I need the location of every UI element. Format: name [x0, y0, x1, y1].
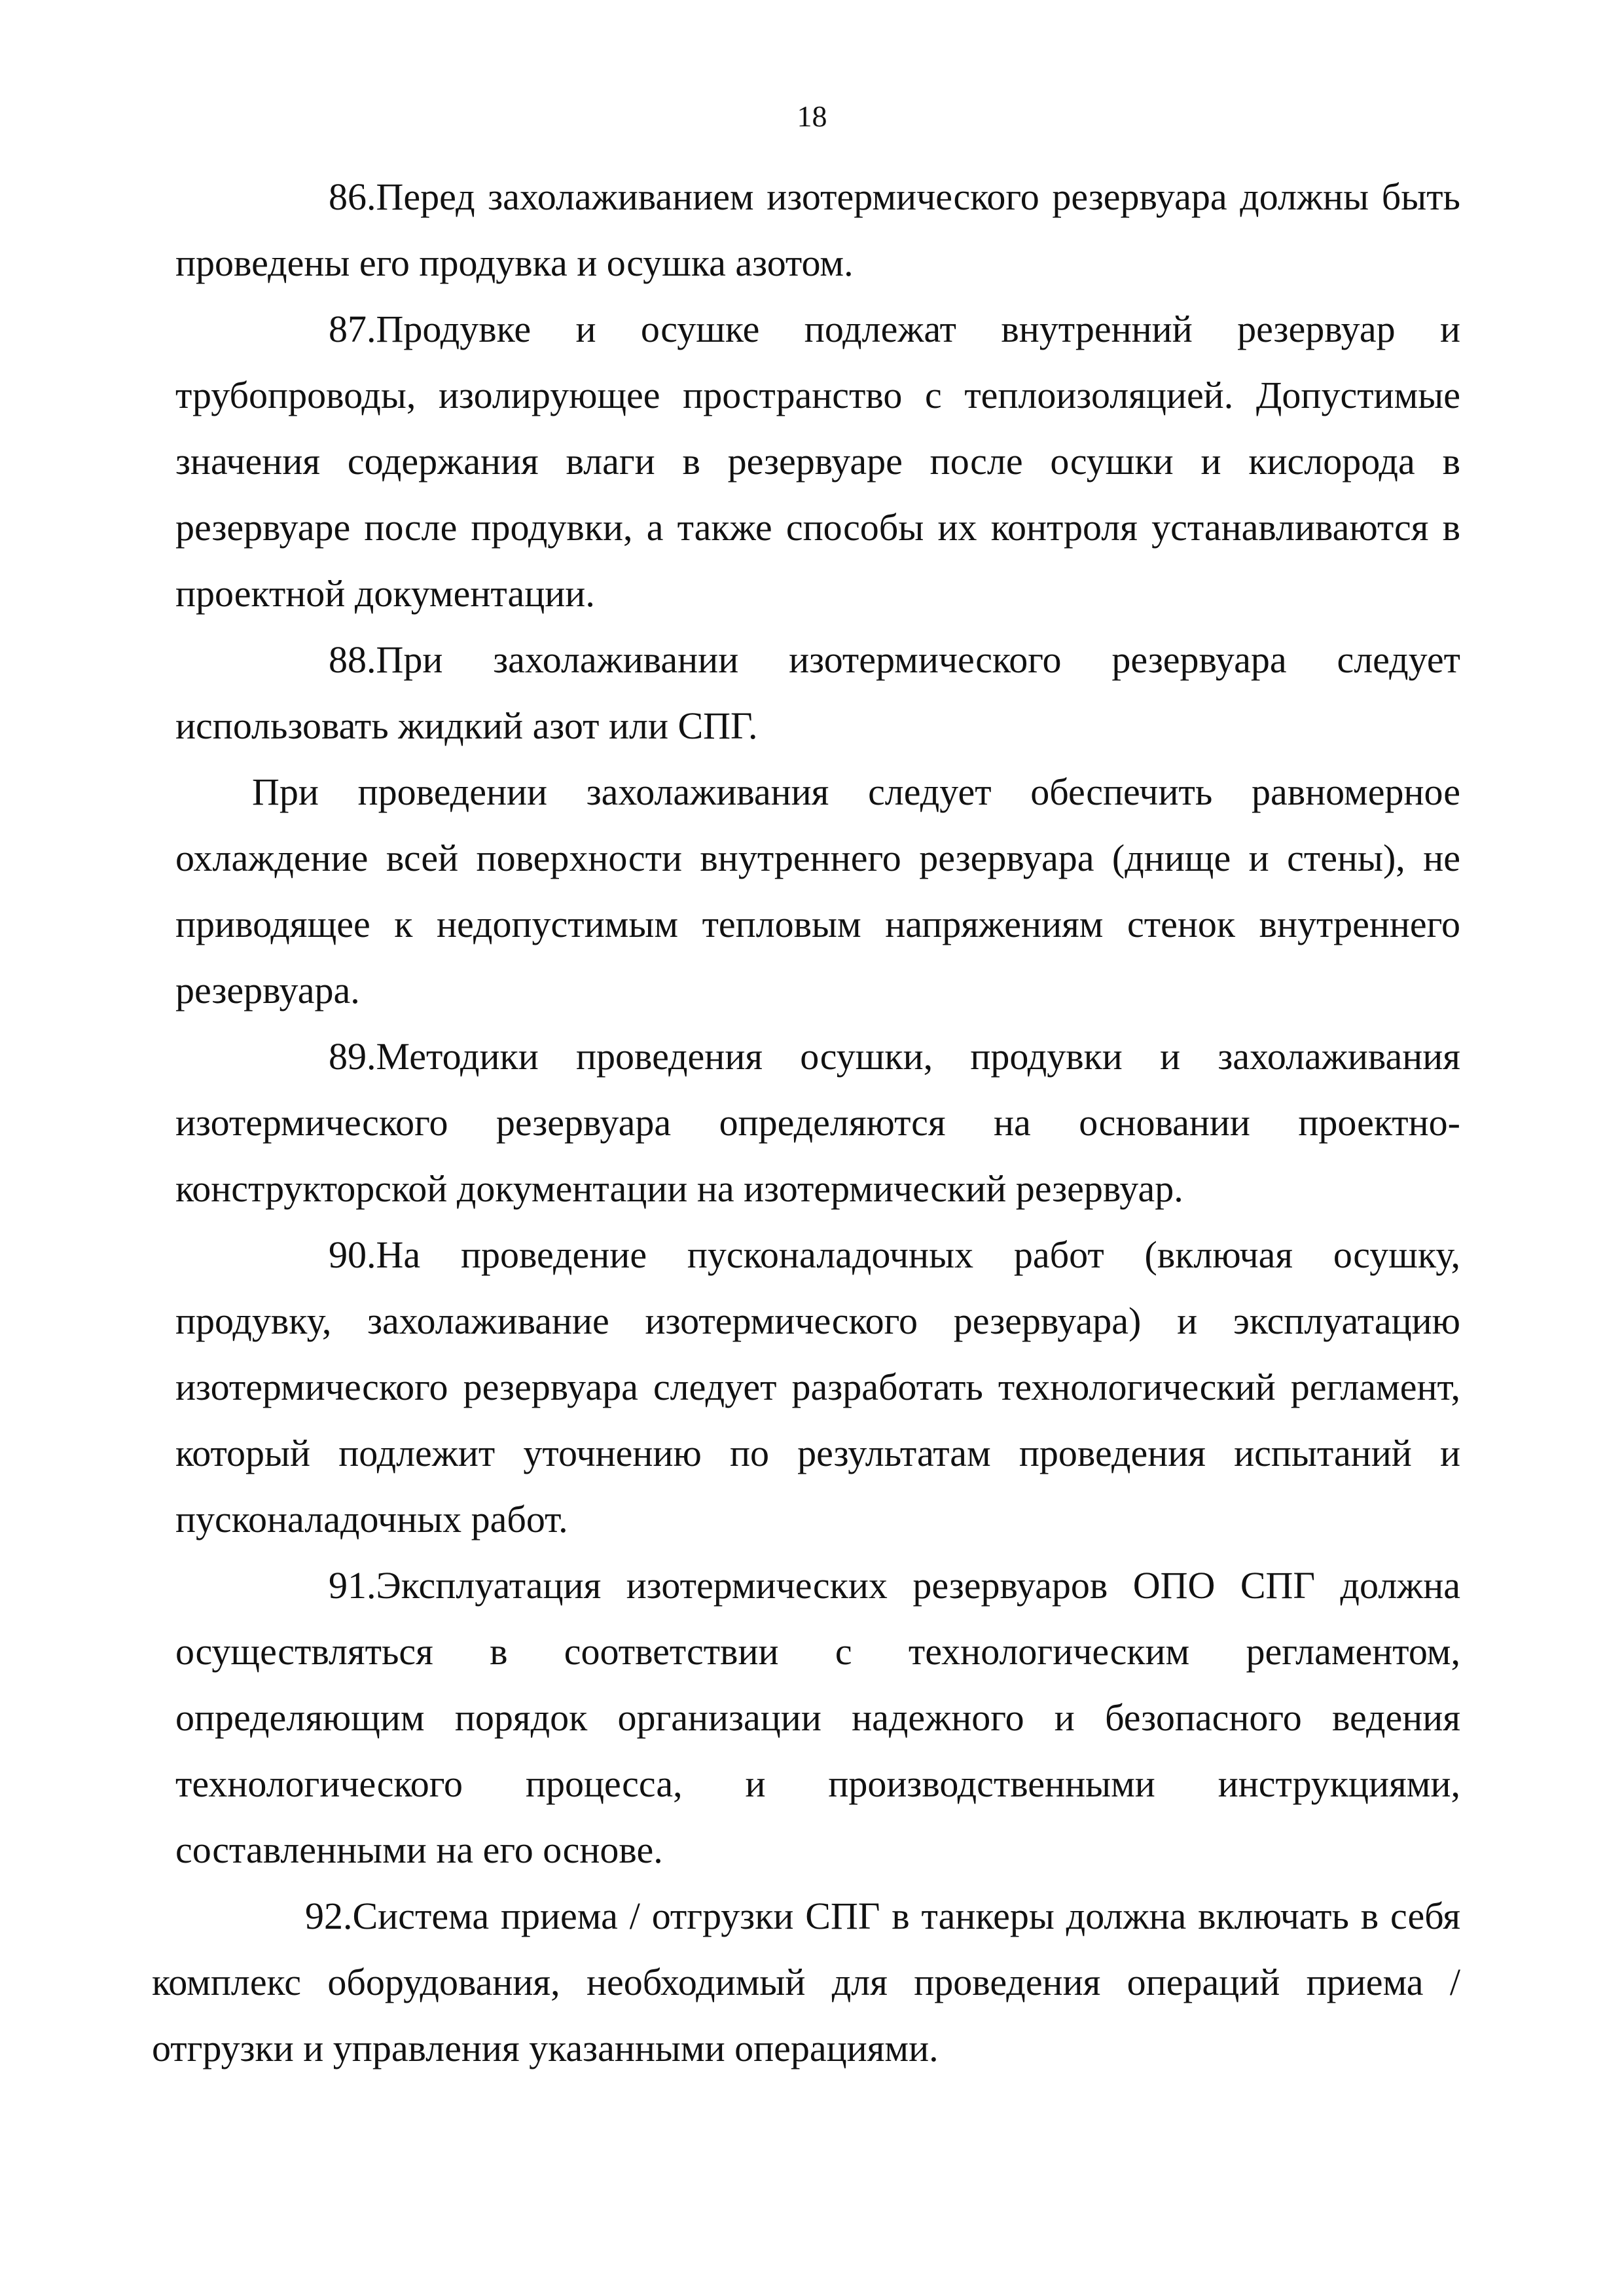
paragraph-number: 91.: [329, 1564, 376, 1607]
paragraph-text: Эксплуатация изотермических резервуаров ОПО СПГ должна осуществляться в соответствии с технологическим регламентом, определяющим порядок организации надежного и безопасного ведения технологического процесса, и производственными инструкциями, составленными на его основе.: [175, 1564, 1460, 1871]
paragraph-89: [175, 1023, 1460, 1222]
paragraph-number: 89.: [329, 1035, 376, 1078]
document-body: [152, 164, 1460, 2081]
paragraph-88-continued: [175, 759, 1460, 1023]
paragraph-text: Система приема / отгрузки СПГ в танкеры должна включать в себя комплекс оборудования, необходимый для проведения операций приема / отгрузки и управления указанными операциями.: [152, 1895, 1460, 2069]
paragraph-88: [175, 627, 1460, 759]
paragraph-91: [175, 1552, 1460, 1883]
paragraph-text: При проведении захолаживания следует обеспечить равномерное охлаждение всей поверхности внутреннего резервуара (днище и стены), не приводящее к недопустимым тепловым напряжениям стенок внутреннего резервуара.: [175, 771, 1460, 1011]
paragraph-number: 92.: [305, 1895, 353, 1937]
paragraph-text: Перед захолаживанием изотермического резервуара должны быть проведены его продувка и осушка азотом.: [175, 175, 1460, 284]
paragraph-86: [175, 164, 1460, 296]
paragraph-number: 87.: [329, 308, 376, 350]
paragraph-text: Продувке и осушке подлежат внутренний резервуар и трубопроводы, изолирующее пространство с теплоизоляцией. Допустимые значения содержания влаги в резервуаре после осушки и кислорода в резервуаре после продувки, а также способы их контроля устанавливаются в проектной документации.: [175, 308, 1460, 615]
paragraph-text: На проведение пусконаладочных работ (включая осушку, продувку, захолаживание изотермического резервуара) и эксплуатацию изотермического резервуара следует разработать технологический регламент, который подлежит уточнению по результатам проведения испытаний и пусконаладочных работ.: [175, 1233, 1460, 1540]
paragraph-92: [152, 1883, 1460, 2081]
paragraph-number: 90.: [329, 1233, 376, 1276]
paragraph-number: 86.: [329, 175, 376, 218]
paragraph-text: При захолаживании изотермического резервуара следует использовать жидкий азот или СПГ.: [175, 638, 1460, 747]
paragraph-number: 88.: [329, 638, 376, 681]
paragraph-90: [175, 1222, 1460, 1552]
paragraph-text: Методики проведения осушки, продувки и захолаживания изотермического резервуара определяются на основании проектно-конструкторской документации на изотермический резервуар.: [175, 1035, 1460, 1210]
page-number: 18: [797, 100, 827, 133]
paragraph-87: [175, 296, 1460, 627]
